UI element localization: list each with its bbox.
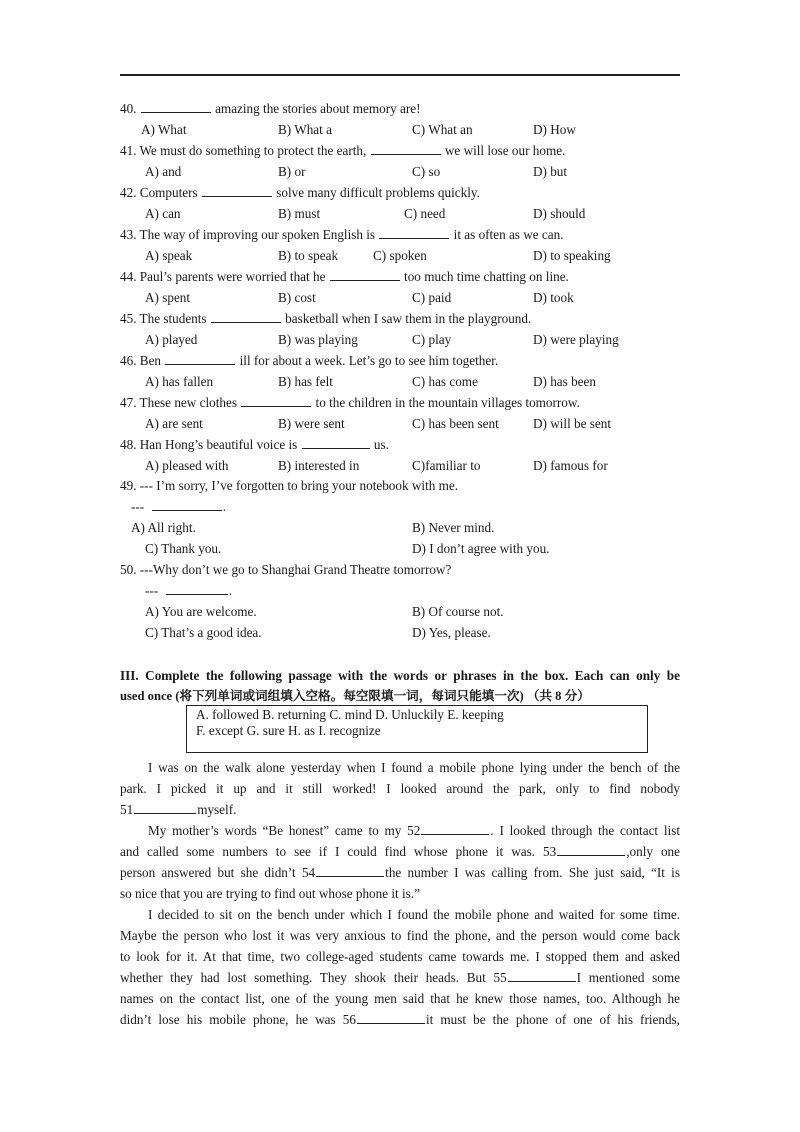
option-44-c: C) paid: [412, 290, 452, 305]
option-48-b: B) interested in: [278, 458, 360, 473]
option-49-c: C) Thank you.: [145, 541, 222, 556]
answer-blank: [211, 310, 281, 323]
passage-line: to look for it. At that time, two college-aged students came towards me. I stopped them and asked: [120, 949, 680, 964]
header-rule: [120, 74, 680, 76]
question-46: 46. Ben ill for about a week. Let’s go to see him together.: [120, 353, 499, 368]
option-45-c: C) play: [412, 332, 452, 347]
question-45: 45. The students basketball when I saw them in the playground.: [120, 311, 532, 326]
question-41: 41. We must do something to protect the earth, we will lose our home.: [120, 143, 566, 158]
question-43: 43. The way of improving our spoken English is it as often as we can.: [120, 227, 564, 242]
answer-blank: [330, 268, 400, 281]
answer-blank: [241, 394, 311, 407]
question-48: 48. Han Hong’s beautiful voice is us.: [120, 437, 389, 452]
answer-blank: [379, 226, 449, 239]
question-42: 42. Computers solve many difficult problems quickly.: [120, 185, 480, 200]
option-40-c: C) What an: [412, 122, 473, 137]
word-bank-line-1: A. followed B. returning C. mind D. Unluckily E. keeping: [196, 707, 504, 722]
passage-line: 51 myself.: [120, 802, 237, 817]
answer-blank: [302, 436, 370, 449]
option-50-b: B) Of course not.: [412, 604, 504, 619]
option-41-d: D) but: [533, 164, 568, 179]
option-40-d: D) How: [533, 122, 576, 137]
option-47-c: C) has been sent: [412, 416, 499, 431]
option-42-b: B) must: [278, 206, 321, 221]
option-45-b: B) was playing: [278, 332, 358, 347]
option-48-d: D) famous for: [533, 458, 608, 473]
option-43-b: B) to speak: [278, 248, 339, 263]
option-49-b: B) Never mind.: [412, 520, 495, 535]
passage-line: My mother’s words “Be honest” came to my 52 . I looked through the contact list: [148, 823, 680, 838]
word-bank-line-2: F. except G. sure H. as I. recognize: [196, 723, 381, 738]
option-47-b: B) were sent: [278, 416, 345, 431]
option-50-c: C) That’s a good idea.: [145, 625, 262, 640]
option-48-a: A) pleased with: [145, 458, 229, 473]
option-41-a: A) and: [145, 164, 182, 179]
passage-line: Maybe the person who lost it was very anxious to find the phone, and the person would come back: [120, 928, 680, 943]
passage-line: so nice that you are trying to find out whose phone it is.”: [120, 886, 420, 901]
option-45-d: D) were playing: [533, 332, 619, 347]
answer-blank: [141, 100, 211, 113]
option-45-a: A) played: [145, 332, 198, 347]
passage-line: I was on the walk alone yesterday when I found a mobile phone lying under the bench of the: [148, 760, 680, 775]
answer-blank: [371, 142, 441, 155]
question-50: 50. ---Why don’t we go to Shanghai Grand Theatre tomorrow?: [120, 562, 452, 577]
answer-blank-49: --- .: [131, 499, 227, 514]
option-48-c: C)familiar to: [412, 458, 481, 473]
option-47-a: A) are sent: [145, 416, 203, 431]
option-47-d: D) will be sent: [533, 416, 612, 431]
question-40: 40. amazing the stories about memory are!: [120, 101, 421, 116]
section-3-title: III. Complete the following passage with the words or phrases in the box. Each can only be used once (将下列单词或词组填入空格。每空限填一词，每词只能填一次) （共 8 分）: [120, 668, 680, 703]
option-44-b: B) cost: [278, 290, 316, 305]
option-41-b: B) or: [278, 164, 306, 179]
passage-line: names on the contact list, one of the young men said that he knew those names, too. Although he: [120, 991, 680, 1006]
option-42-c: C) need: [404, 206, 446, 221]
option-42-a: A) can: [145, 206, 181, 221]
option-46-a: A) has fallen: [145, 374, 214, 389]
option-41-c: C) so: [412, 164, 441, 179]
option-46-d: D) has been: [533, 374, 596, 389]
option-42-d: D) should: [533, 206, 586, 221]
answer-blank: [202, 184, 272, 197]
answer-blank-50: --- .: [145, 583, 233, 598]
option-49-a: A) All right.: [131, 520, 196, 535]
option-40-b: B) What a: [278, 122, 332, 137]
option-44-d: D) took: [533, 290, 574, 305]
option-44-a: A) spent: [145, 290, 191, 305]
option-43-a: A) speak: [145, 248, 193, 263]
option-43-c: C) spoken: [373, 248, 427, 263]
option-46-c: C) has come: [412, 374, 478, 389]
option-50-d: D) Yes, please.: [412, 625, 491, 640]
passage: [120, 757, 680, 1030]
option-50-a: A) You are welcome.: [145, 604, 257, 619]
passage-line: park. I picked it up and it still worked! I looked around the park, only to find nobody: [120, 781, 680, 796]
question-49: 49. --- I’m sorry, I’ve forgotten to bring your notebook with me.: [120, 478, 459, 493]
passage-line: and called some numbers to see if I could find whose phone it was. 53 ,only one: [120, 844, 680, 859]
question-44: 44. Paul’s parents were worried that he too much time chatting on line.: [120, 269, 569, 284]
answer-blank: [165, 352, 235, 365]
passage-line: I decided to sit on the bench under which I found the mobile phone and waited for some time.: [148, 907, 680, 922]
option-40-a: A) What: [141, 122, 187, 137]
option-43-d: D) to speaking: [533, 248, 611, 263]
option-49-d: D) I don’t agree with you.: [412, 541, 550, 556]
question-47: 47. These new clothes to the children in the mountain villages tomorrow.: [120, 395, 580, 410]
option-46-b: B) has felt: [278, 374, 333, 389]
passage-line: didn’t lose his mobile phone, he was 56 it must be the phone of one of his friends,: [120, 1012, 680, 1027]
passage-line: person answered but she didn’t 54 the number I was calling from. She just said, “It is: [120, 865, 680, 880]
passage-line: whether they had lost something. They shook their heads. But 55 I mentioned some: [120, 970, 680, 985]
